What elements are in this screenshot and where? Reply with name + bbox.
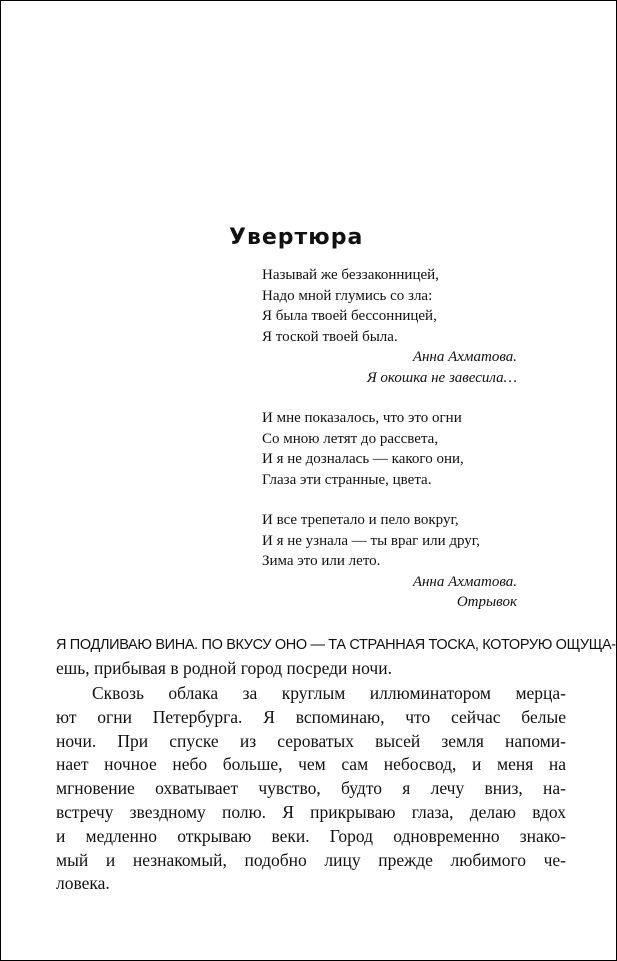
paragraph-line: встречу звездному полю. Я прикрываю глаза, делаю вдох (56, 801, 566, 822)
verse-line: Называй же беззаконницей, (262, 267, 439, 283)
epigraph-stanza-1 (262, 265, 517, 347)
verse-line: Я тоской твоей была. (262, 328, 398, 345)
paragraph-line: нает ночное небо больше, чем сам небосвод, и меня на (56, 754, 566, 775)
epigraph-attribution-2 (262, 572, 517, 613)
verse-line: Со мною летят до рассвета, (262, 430, 439, 447)
attribution-author: Анна Ахматова. (412, 349, 517, 365)
epigraph-stanza-2 (262, 408, 517, 490)
paragraph-line: ют огни Петербурга. Я вспоминаю, что сейчас белые (56, 706, 566, 727)
attribution-author: Анна Ахматова. (412, 573, 517, 590)
epigraph-attribution-1 (262, 347, 517, 388)
verse-line: Глаза эти странные, цвета. (262, 471, 432, 488)
paragraph-line: мгновение охватывает чувство, будто я лечу вниз, на- (56, 778, 566, 799)
verse-line: И все трепетало и пело вокруг, (262, 512, 459, 528)
epigraph-stanza-3 (262, 510, 517, 572)
attribution-work: Я окошка не завесила… (366, 369, 517, 386)
verse-line: И я не дозналась — какого они, (262, 451, 464, 467)
verse-line: Надо мной глумись со зла: (262, 287, 433, 304)
epigraph (262, 265, 517, 613)
verse-line: И я не узнала — ты враг или друг, (262, 532, 481, 549)
chapter-title: Увертюра (229, 225, 364, 250)
paragraph-line: и медленно открываю веки. Город одновременно знако- (56, 825, 566, 846)
paragraph-line: Сквозь облака за круглым иллюминатором мерца- (92, 683, 566, 703)
verse-line: И мне показалось, что это огни (262, 410, 462, 426)
paragraph-line: мый и незнакомый, подобно лицу прежде любимого че- (56, 849, 566, 870)
paragraph-line: ловека. (56, 873, 110, 894)
verse-line: Зима это или лето. (262, 553, 381, 569)
paragraph-line: ночи. При спуске из сероватых высей земля напоми- (56, 730, 566, 751)
lead-in-caps: Я ПОДЛИВАЮ ВИНА. ПО ВКУСУ ОНО — ТА СТРАННАЯ ТОСКА, КОТОРУЮ ОЩУЩА- (56, 637, 616, 653)
lead-in-continuation: ешь, прибывая в родной город посреди ночи. (56, 658, 392, 678)
attribution-work: Отрывок (456, 594, 517, 610)
verse-line: Я была твоей бессонницей, (262, 308, 437, 324)
body-paragraph (56, 682, 566, 896)
